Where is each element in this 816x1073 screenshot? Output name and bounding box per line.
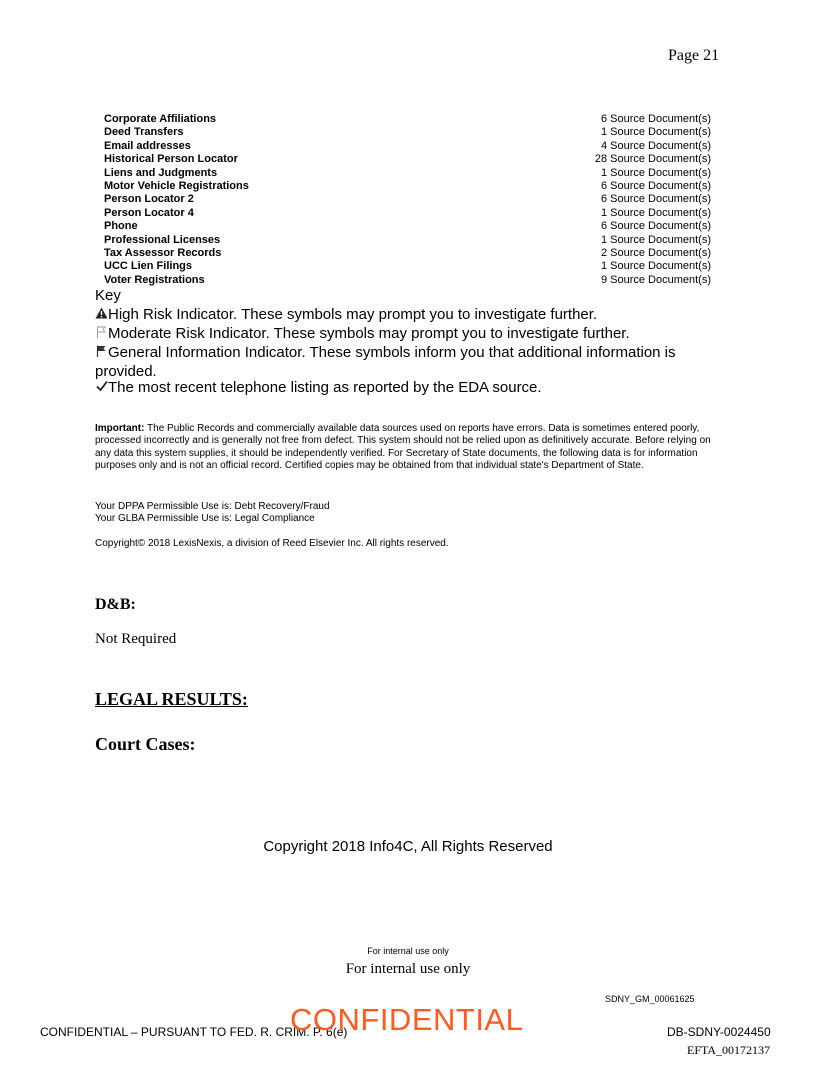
dppa-use: Your DPPA Permissible Use is: Debt Recovery/Fraud	[95, 501, 330, 512]
efta-number: EFTA_00172137	[687, 1043, 771, 1057]
key-moderate-risk-text: Moderate Risk Indicator. These symbols may prompt you to investigate further.	[108, 325, 630, 342]
source-row	[104, 260, 711, 273]
source-count: 1 Source Document(s)	[600, 233, 711, 246]
key-general-info	[95, 343, 735, 381]
source-count: 6 Source Document(s)	[600, 193, 711, 206]
db-heading: D&B:	[95, 596, 136, 613]
glba-use: Your GLBA Permissible Use is: Legal Compliance	[95, 513, 315, 525]
legal-results-heading: LEGAL RESULTS:	[95, 689, 248, 709]
info4c-copyright: Copyright 2018 Info4C, All Rights Reserved	[263, 838, 553, 855]
page-number: Page 21	[668, 47, 720, 64]
source-name: Phone	[104, 220, 138, 233]
flag-icon	[95, 343, 108, 362]
source-row	[104, 113, 711, 126]
source-count: 1 Source Document(s)	[600, 206, 711, 219]
source-row	[104, 153, 711, 166]
source-count: 6 Source Document(s)	[600, 220, 711, 233]
key-high-risk-text: High Risk Indicator. These symbols may prompt you to investigate further.	[108, 306, 598, 323]
source-row	[104, 274, 711, 287]
source-row	[104, 234, 711, 247]
source-name: Person Locator 2	[104, 193, 194, 206]
key-high-risk	[95, 305, 735, 324]
source-row	[104, 247, 711, 260]
source-documents-list	[104, 113, 711, 287]
db-sdny-number: DB-SDNY-0024450	[667, 1025, 771, 1039]
key-general-info-text: General Information Indicator. These symbols inform you that additional information is provided.	[95, 344, 676, 380]
source-name: Historical Person Locator	[104, 153, 238, 166]
source-name: Deed Transfers	[104, 126, 184, 139]
internal-use-large: For internal use only	[345, 961, 471, 977]
source-name: Person Locator 4	[104, 206, 194, 219]
source-count: 1 Source Document(s)	[600, 260, 711, 273]
confidential-footer: CONFIDENTIAL – PURSUANT TO FED. R. CRIM. P. 6(e)	[40, 1025, 348, 1039]
important-disclaimer	[95, 423, 723, 473]
permissible-use	[95, 501, 330, 526]
key-moderate-risk	[95, 324, 735, 343]
source-row	[104, 140, 711, 153]
source-row	[104, 193, 711, 206]
outline-flag-icon	[95, 324, 108, 343]
source-count: 9 Source Document(s)	[600, 273, 711, 286]
source-row	[104, 207, 711, 220]
source-name: Liens and Judgments	[104, 166, 218, 179]
source-name: UCC Lien Filings	[104, 260, 192, 273]
important-text: The Public Records and commercially available data sources used on reports have errors. Data is sometimes entered poorly, processed incorrectly and is generally not free from defect. This system should not be relied upon as definitively accurate. Before relying on any data this system supplies, it should be independently verified. For Secretary of State documents, the following data is for information purposes only and is not an official record. Certified copies may be obtained from that individual state's Department of State.	[95, 423, 711, 472]
source-count: 2 Source Document(s)	[600, 246, 711, 259]
source-row	[104, 220, 711, 233]
source-count: 28 Source Document(s)	[594, 153, 711, 166]
key-recent-phone-text: The most recent telephone listing as reported by the EDA source.	[108, 379, 542, 396]
source-row	[104, 126, 711, 139]
important-label: Important:	[95, 423, 145, 434]
source-row	[104, 167, 711, 180]
lexisnexis-copyright: Copyright© 2018 LexisNexis, a division of Reed Elsevier Inc. All rights reserved.	[95, 538, 449, 549]
internal-use-small: For internal use only	[367, 946, 449, 956]
source-name: Email addresses	[104, 139, 191, 152]
source-count: 6 Source Document(s)	[600, 113, 711, 125]
not-required-text: Not Required	[95, 631, 177, 647]
source-count: 6 Source Document(s)	[600, 179, 711, 192]
source-name: Professional Licenses	[104, 233, 221, 246]
court-cases-heading: Court Cases:	[95, 734, 196, 754]
checkmark-icon	[95, 378, 108, 397]
source-name: Tax Assessor Records	[104, 246, 222, 259]
warning-triangle-icon	[95, 305, 108, 324]
key-title: Key	[95, 287, 121, 304]
sdny-bates-number: SDNY_GM_00061625	[605, 994, 695, 1004]
key-recent-phone	[95, 378, 735, 397]
source-name: Corporate Affiliations	[104, 113, 217, 125]
source-name: Motor Vehicle Registrations	[104, 179, 249, 192]
source-count: 1 Source Document(s)	[600, 126, 711, 139]
source-count: 4 Source Document(s)	[600, 139, 711, 152]
source-count: 1 Source Document(s)	[600, 166, 711, 179]
confidential-stamp: CONFIDENTIAL	[290, 1002, 524, 1037]
source-row	[104, 180, 711, 193]
source-name: Voter Registrations	[104, 273, 205, 286]
